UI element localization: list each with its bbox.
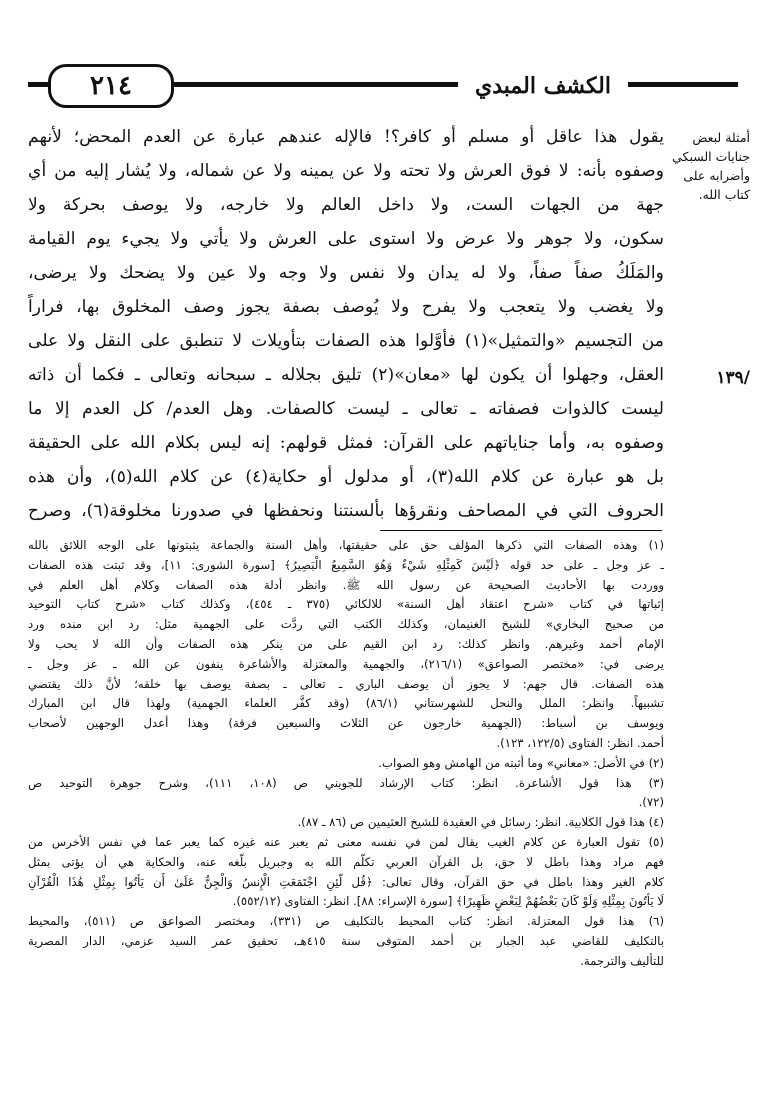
footnote-line: كلام الغير وهذا باطل في حق القرآن، وقال تعالى: ﴿قُل لَّئِنِ اجْتَمَعَتِ الْإِنسُ وَالْجِنُّ عَلَىٰ أَن يَأْتُوا بِمِثْلِ هَٰذَا الْقُرْآنِ <box>28 874 664 889</box>
footnote-line: فهم مراد وهذا باطل لا حق، بل القرآن العربي تكلَّم الله به وجبريل بلَّغه عنه، والحكاية هي أن يؤتى بمثل <box>28 854 664 869</box>
footnote-line: ويوسف بن أسباط: (الجهمية خارجون عن الثلاث والسبعين فرقة) وهذا أعدل الوجهين لأصحاب <box>28 716 664 731</box>
main-line: والمَلَكُ صفاً صفاً، ولا له يدان ولا نفس ولا وجه ولا عين ولا يضحك ولا يرضى، <box>28 263 664 283</box>
book-title: الكشف المبدي <box>468 68 618 104</box>
main-line: يقول هذا عاقل أو مسلم أو كافر؟! فالإله عندهم عبارة عن العدم المحض؛ لأنهم <box>28 127 664 147</box>
margin-page-ref: /١٣٩ <box>716 368 750 388</box>
margin-note: أمثلة لبعض جنايات السبكي وأضرابه على كتاب الله. <box>672 130 750 202</box>
footnote-line: الإمام أحمد وغيرهم. وانظر كذلك: رد ابن القيم على من ينكر هذه الصفات وأن الله لا يحب ولا <box>28 636 664 651</box>
footnote-line: إثباتها في كتاب «شرح اعتقاد أهل السنة» للالكائي (٣٧٥ ـ ٤٥٤)، وكذلك كتاب «شرح كتاب التوحيد <box>28 597 664 612</box>
footnote-4 <box>28 813 664 833</box>
footnote-line: من صحيح البخاري» للشيخ الغنيمان، وكذلك الكتب التي ردَّت على الجهمية مثل: رد ابن منده ورد <box>28 617 664 632</box>
footnote-line: ووردت بها الأحاديث الصحيحة عن رسول الله ﷺ. وانظر أدلة هذه الصفات وكلام أهل العلم في <box>28 577 664 592</box>
footnote-line: (٢) في الأصل: «معاني» وما أثبته من الهامش وهو الصواب. <box>378 755 664 770</box>
page-number: ٢١٤ <box>48 64 174 108</box>
footnote-line: ـ عز وجل ـ على حد قوله ﴿لَيْسَ كَمِثْلِهِ شَيْءٌ وَهُوَ السَّمِيعُ الْبَصِيرُ﴾ [سورة الشورى: ١١]، وقد ثبتت هذه الصفات <box>28 557 664 572</box>
main-line: من التجسيم «والتمثيل»(١) فأوَّلوا هذه الصفات بتأويلات لا تنطبق على النقل ولا على <box>28 331 664 351</box>
footnote-line: (١) وهذه الصفات التي ذكرها المؤلف حق على حقيقتها، وأهل السنة والجماعة يثبتونها على الوجه اللائق بالله <box>28 538 664 552</box>
main-line: ليست كالذوات فصفاته ـ تعالى ـ ليست كالصفات. وهل العدم/ كل العدم إلا ما <box>28 399 664 419</box>
main-line: سكون، ولا جوهر ولا عرض ولا استوى على العرش ولا يأتي ولا يجيء يوم القيامة <box>28 229 664 249</box>
page-header <box>28 70 738 106</box>
footnote-line: (٦) هذا قول المعتزلة. انظر: كتاب المحيط بالتكليف ص (٣٣١)، ومختصر الصواعق ص (٥١١)، والمحيط <box>28 914 664 929</box>
footnote-2 <box>28 754 664 774</box>
footnote-line: يرضى في: «مختصر الصواعق» (٢١٦/١)، والجهمية والمعتزلة والأشاعرة ينفون عن الله ـ عز وجل ـ <box>28 656 664 671</box>
header-rule-right <box>628 82 738 87</box>
main-line: ولا يغضب ولا يتعجب ولا يفرح ولا يُوصف بصفة يجوز وصف المخلوق بها، فراراً <box>28 297 664 317</box>
main-line: الحروف التي في المصاحف ونقرؤها بألسنتنا ونحفظها في صدورنا مخلوقة(٦)، وصرح <box>28 501 664 521</box>
footnote-line: أحمد. انظر: الفتاوى (١٢٢/٥، ١٢٣). <box>496 735 664 750</box>
footnote-line: للتأليف والترجمة. <box>580 953 664 968</box>
footnote-separator <box>380 530 662 531</box>
footnote-line: بالتكليف للقاضي عبد الجبار بن أحمد المتوفى سنة ٤١٥هـ، تحقيق عمر السيد عزمي، الدار المصرية <box>28 933 664 948</box>
footnote-line: (٧٢). <box>638 795 664 810</box>
footnote-3 <box>28 774 664 814</box>
footnote-line: (٤) هذا قول الكلابية. انظر: رسائل في العقيدة للشيخ العثيمين ص (٨٦ ـ ٨٧). <box>297 815 664 830</box>
footnote-6 <box>28 912 664 971</box>
footnote-line: (٣) هذا قول الأشاعرة. انظر: كتاب الإرشاد للجويني ص (١٠٨، ١١١)، وشرح جوهرة التوحيد ص <box>28 775 664 790</box>
footnote-line: هذه الصفات. قال جهم: لا يجوز أن يوصف الباري ـ تعالى ـ بصفة يوصف بها خلقه؛ لأنَّ ذلك يقتضي <box>28 676 664 691</box>
main-line: وصفوه بأنه: لا فوق العرش ولا تحته ولا عن يمينه ولا عن شماله، ولا يُشار إليه من أي <box>28 161 664 181</box>
footnotes <box>28 536 664 972</box>
footnote-5 <box>28 833 664 912</box>
main-line: بل هو عبارة عن كلام الله(٣)، أو مدلول أو حكاية(٤) عن كلام الله(٥)، وأن هذه <box>28 467 664 487</box>
main-line: العقل، وجهلوا أن يكون لها «معان»(٢) تليق بجلاله ـ سبحانه وتعالى ـ فكما أن ذاته <box>28 365 664 385</box>
footnote-line: تشبيهاً. وانظر: الملل والنحل للشهرستاني (٨٦/١) (وقد كفَّر العلماء الجهمية) ولهذا قال ابن المبارك <box>28 696 664 711</box>
footnote-1 <box>28 536 664 754</box>
footnote-line: (٥) تقول العبارة عن كلام الغيب يقال لمن في نفسه معنى ثم يعبر عنه غيره كما يعبر عما في نفس الأخرس من <box>28 834 664 849</box>
main-line: وصفوه به، وأما جناياتهم على القرآن: فمثل قولهم: إنه ليس بكلام الله على الحقيقة <box>28 433 664 453</box>
footnote-line: لَا يَأْتُونَ بِمِثْلِهِ وَلَوْ كَانَ بَعْضُهُمْ لِبَعْضٍ ظَهِيرًا﴾ [سورة الإسراء: ٨٨]. انظر: الفتاوى (٥٥٢/١٢). <box>232 894 664 909</box>
main-text <box>28 120 664 528</box>
main-line: جهة من الجهات الست، ولا داخل العالم ولا خارجه، ولا يوصف بحركة ولا <box>28 195 664 215</box>
